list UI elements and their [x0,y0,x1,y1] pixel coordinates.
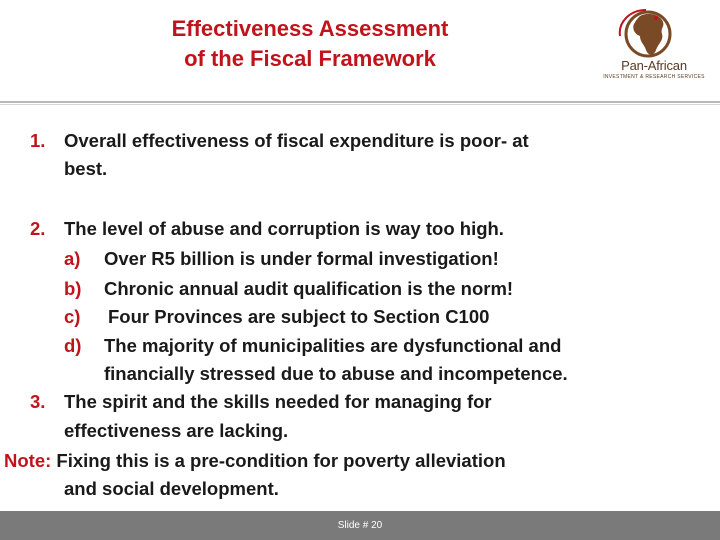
africa-globe-icon [596,6,712,62]
subpoint-c-text: Four Provinces are subject to Section C100 [108,306,490,327]
subpoint-d-text-line-2: financially stressed due to abuse and incompetence. [104,363,568,384]
subpoint-d-text-line-1: The majority of municipalities are dysfunctional and [104,335,562,356]
header-divider [0,101,720,103]
slide-footer [0,511,720,540]
subpoint-a-letter: a) [64,248,81,269]
logo-tagline: INVESTMENT & RESEARCH SERVICES [603,74,705,80]
subpoint-c-letter: c) [64,306,81,327]
note-text-line-1: Fixing this is a pre-condition for poverty alleviation [56,450,506,471]
subpoint-c [64,303,80,331]
note-text-line-2: and social development. [64,478,279,499]
subpoint-d [64,332,81,360]
slide-number: Slide # 20 [337,520,383,531]
subpoint-b-text: Chronic annual audit qualification is the norm! [104,278,514,299]
point-3-text-line-2: effectiveness are lacking. [64,420,289,441]
header-divider-secondary [0,104,720,105]
slide-title [100,14,520,74]
point-3-number: 3. [30,391,46,412]
note-line-1 [4,447,506,475]
subpoint-a-text: Over R5 billion is under formal investigation! [104,248,499,269]
slide-title-line-2: of the Fiscal Framework [184,46,436,71]
point-2 [30,215,45,243]
logo-wordmark: Pan-African [621,58,687,73]
point-2-number: 2. [30,218,46,239]
subpoint-a [64,245,80,273]
point-2-text: The level of abuse and corruption is way too high. [64,218,504,239]
point-3 [30,388,45,416]
point-1-text-line-1: Overall effectiveness of fiscal expenditure is poor- at [64,130,529,151]
point-1-number: 1. [30,130,46,151]
subpoint-b [64,275,81,303]
point-3-text-line-1: The spirit and the skills needed for managing for [64,391,492,412]
subpoint-d-letter: d) [64,335,82,356]
point-1-text-line-2: best. [64,158,108,179]
note-label: Note: [4,450,52,471]
slide-title-line-1: Effectiveness Assessment [171,16,449,41]
subpoint-b-letter: b) [64,278,82,299]
pan-african-logo [596,6,712,90]
point-1 [30,127,45,155]
